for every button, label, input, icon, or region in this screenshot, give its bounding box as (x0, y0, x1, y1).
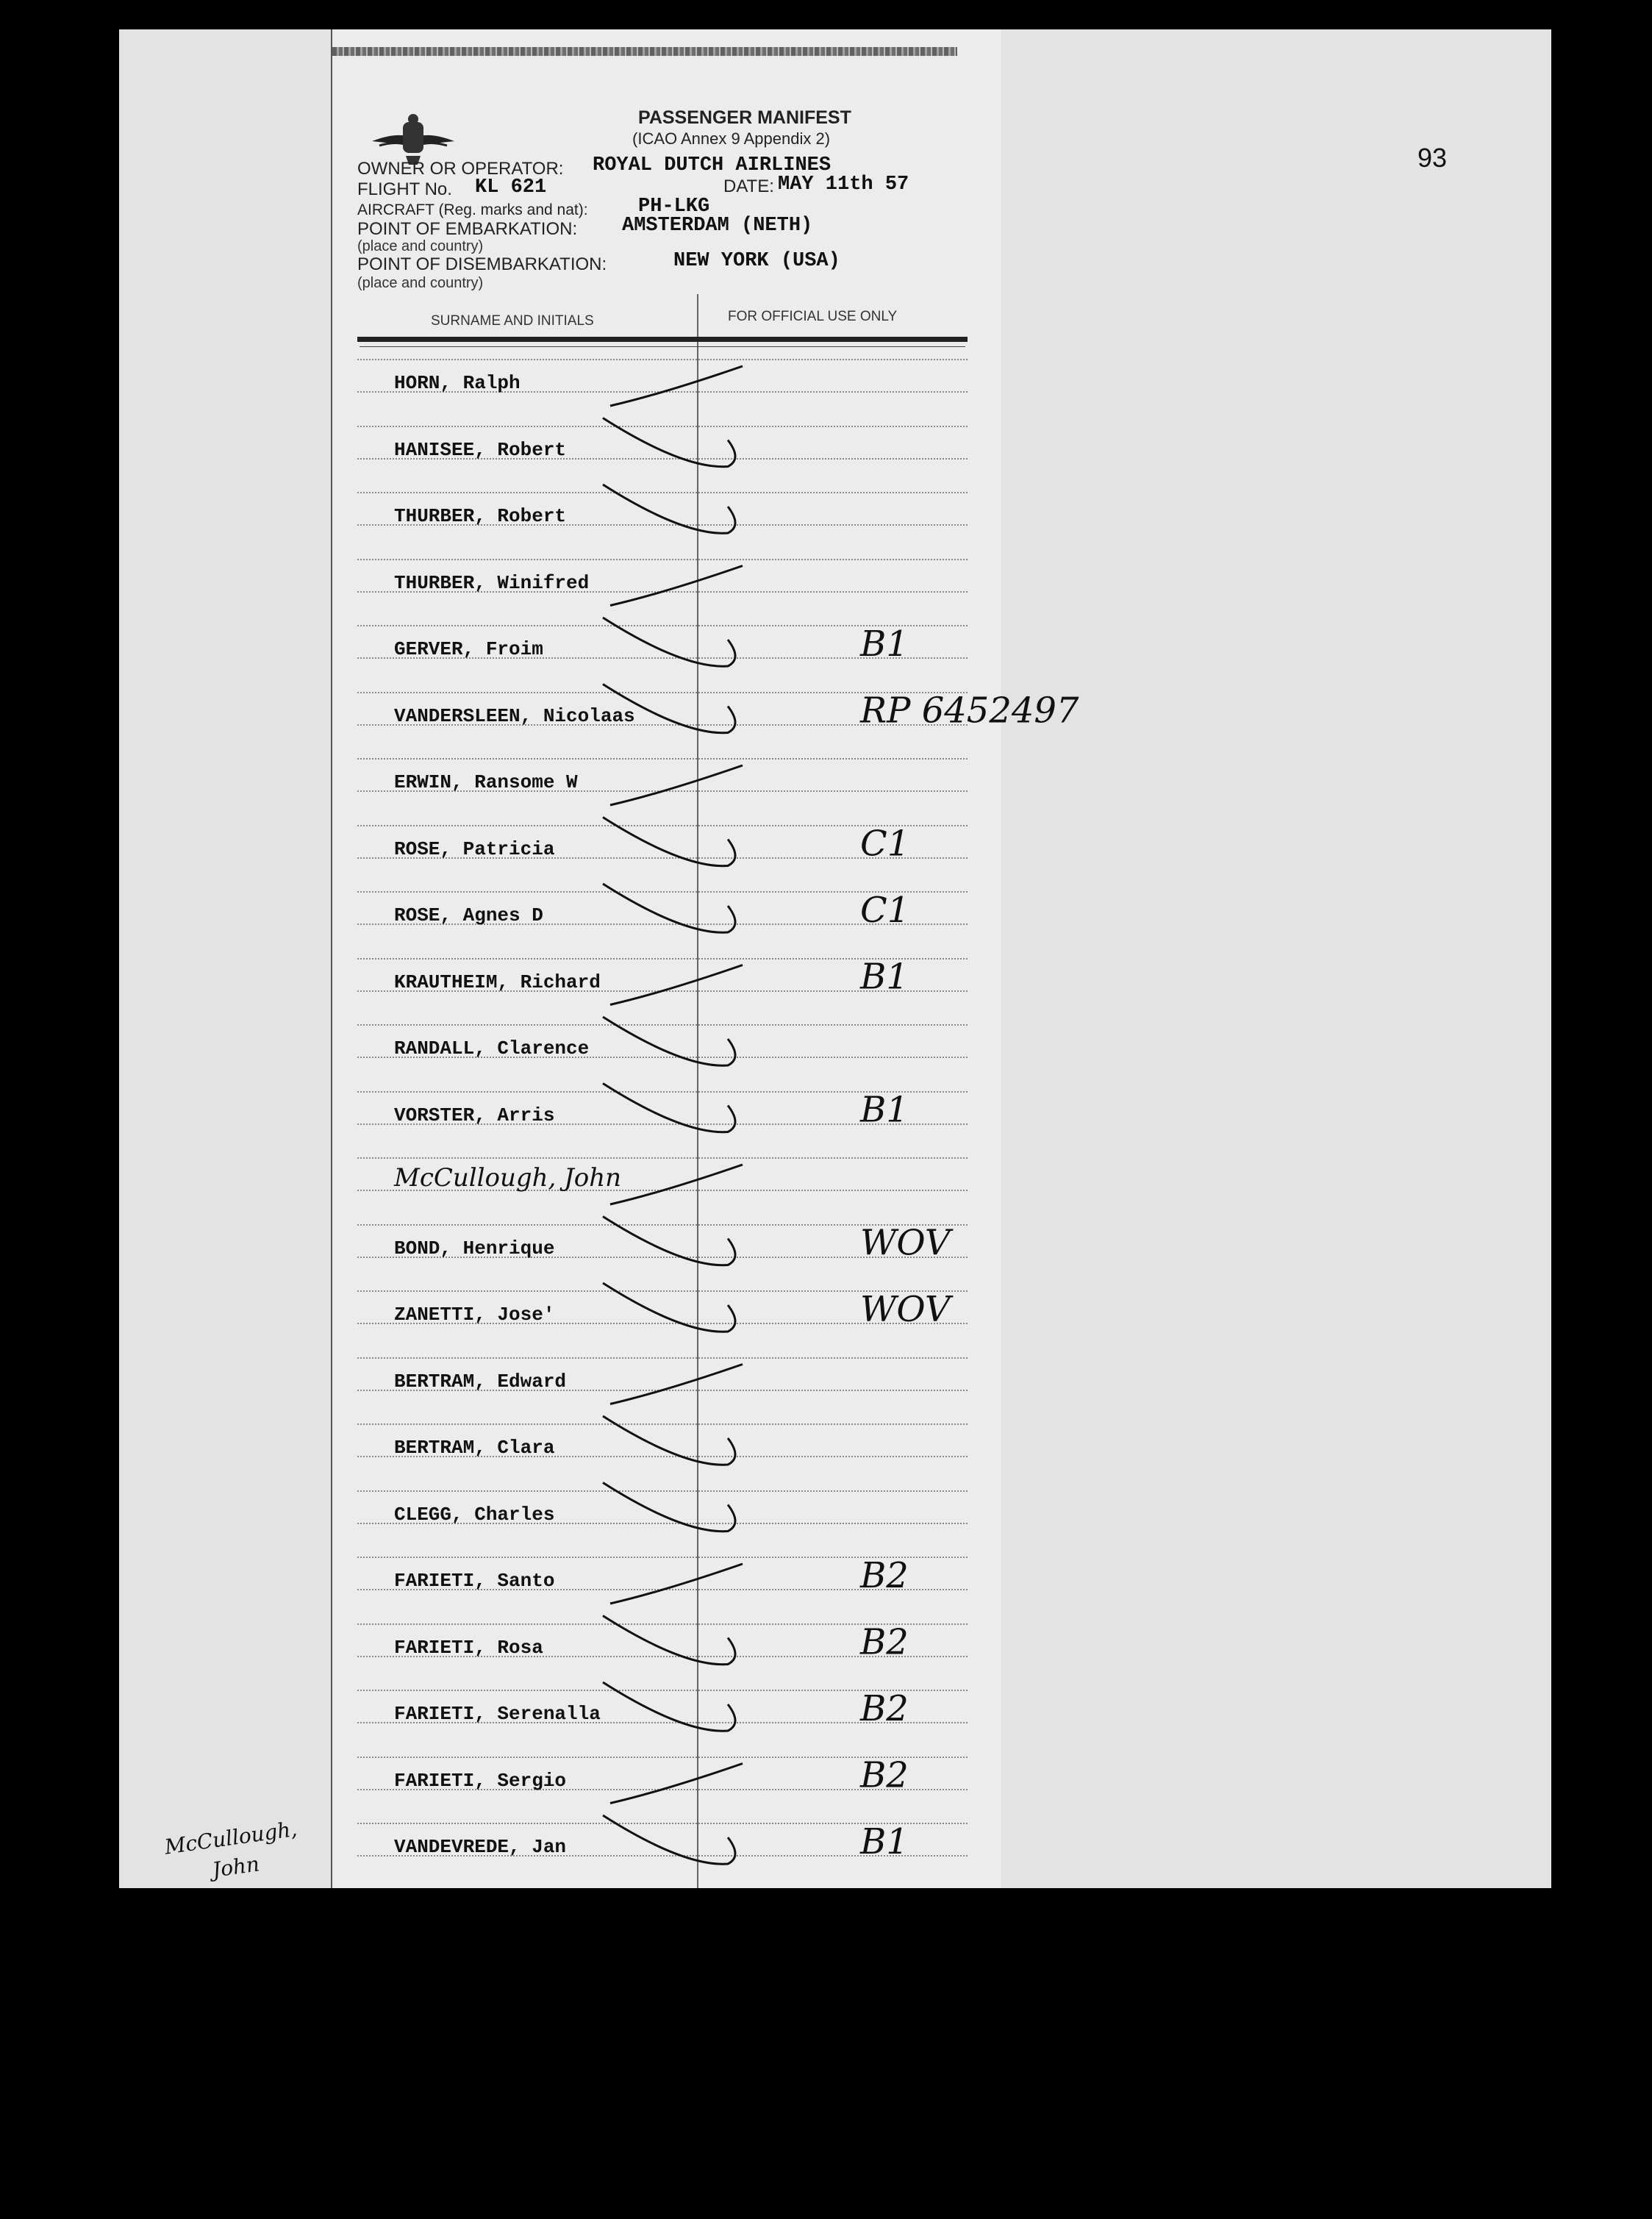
date-label: DATE: (723, 176, 774, 196)
passenger-name: BERTRAM, Clara (394, 1437, 555, 1459)
flight-value: KL 621 (475, 176, 547, 199)
official-note: B2 (860, 1555, 909, 1596)
official-note: C1 (860, 890, 910, 931)
disembarkation-label: POINT OF DISEMBARKATION: (357, 254, 607, 274)
embarkation-hint: (place and country) (357, 238, 484, 254)
passenger-name: BOND, Henrique (394, 1237, 555, 1259)
owner-value: ROYAL DUTCH AIRLINES (593, 154, 832, 176)
official-note: B2 (860, 1688, 909, 1729)
check-mark (610, 566, 743, 606)
official-note: B1 (860, 1089, 909, 1131)
passenger-name: HORN, Ralph (394, 372, 521, 394)
check-mark (610, 965, 743, 1005)
passenger-name: FARIETI, Sergio (394, 1769, 567, 1792)
aircraft-label: AIRCRAFT (Reg. marks and nat): (357, 201, 588, 218)
passenger-name: CLEGG, Charles (394, 1503, 555, 1526)
check-mark (610, 1764, 743, 1804)
official-note: WOV (860, 1289, 951, 1330)
margin-note-line: John (210, 1851, 261, 1882)
passenger-name: VORSTER, Arris (394, 1104, 555, 1126)
passenger-name: THURBER, Robert (394, 505, 567, 527)
embarkation-value: AMSTERDAM (NETH) (622, 215, 813, 237)
check-mark (603, 418, 735, 467)
passenger-name: RANDALL, Clarence (394, 1037, 590, 1060)
surname-column-header: SURNAME AND INITIALS (431, 313, 594, 329)
official-use-column-header: FOR OFFICIAL USE ONLY (728, 309, 898, 324)
check-mark (603, 1217, 735, 1265)
official-note: B1 (860, 1821, 909, 1862)
passenger-name: VANDERSLEEN, Nicolaas (394, 704, 635, 727)
check-mark (603, 884, 735, 932)
passenger-name: GERVER, Froim (394, 638, 543, 660)
check-mark (610, 1564, 743, 1604)
passenger-name: VANDEVREDE, Jan (394, 1836, 567, 1858)
date-value: MAY 11th 57 (778, 174, 909, 196)
official-note: WOV (860, 1222, 951, 1264)
check-mark (603, 1084, 735, 1132)
check-mark (603, 1616, 735, 1665)
manifest-title: PASSENGER MANIFEST (638, 107, 851, 128)
check-mark (603, 618, 735, 666)
disembarkation-value: NEW YORK (USA) (673, 250, 840, 272)
check-mark (603, 485, 735, 533)
passenger-name: THURBER, Winifred (394, 571, 590, 594)
passenger-name: FARIETI, Santo (394, 1570, 555, 1592)
flight-label: FLIGHT No. (357, 179, 452, 199)
check-mark (603, 1815, 735, 1864)
embarkation-label: POINT OF EMBARKATION: (357, 219, 578, 239)
passenger-name: ZANETTI, Jose' (394, 1304, 555, 1326)
check-mark (610, 1365, 743, 1404)
passenger-name: FARIETI, Rosa (394, 1636, 543, 1659)
check-mark (603, 1416, 735, 1465)
check-mark (603, 685, 735, 733)
check-mark (610, 765, 743, 805)
check-mark (603, 1682, 735, 1731)
official-note: C1 (860, 823, 910, 865)
owner-label: OWNER OR OPERATOR: (357, 159, 564, 179)
check-mark (603, 1283, 735, 1332)
passenger-name: KRAUTHEIM, Richard (394, 971, 601, 993)
passenger-name: McCullough, John (394, 1163, 622, 1193)
page-number: 93 (1417, 143, 1448, 173)
passenger-name: ROSE, Patricia (394, 837, 555, 860)
check-mark (603, 1483, 735, 1532)
official-note: B1 (860, 623, 909, 665)
passenger-name: FARIETI, Serenalla (394, 1703, 601, 1725)
check-mark (610, 366, 743, 406)
passenger-name: ROSE, Agnes D (394, 904, 543, 926)
passenger-name: ERWIN, Ransome W (394, 771, 578, 793)
official-note: B1 (860, 956, 909, 998)
passenger-name: BERTRAM, Edward (394, 1370, 567, 1393)
official-note: RP 6452497 (860, 690, 1079, 732)
margin-note-line: McCullough, (162, 1816, 299, 1859)
official-note: B2 (860, 1621, 909, 1663)
check-mark (603, 818, 735, 866)
passenger-name: HANISEE, Robert (394, 438, 567, 461)
aircraft-value: PH-LKG (638, 196, 710, 218)
official-note: B2 (860, 1754, 909, 1796)
disembarkation-hint: (place and country) (357, 275, 484, 291)
check-mark (603, 1017, 735, 1065)
manifest-subtitle: (ICAO Annex 9 Appendix 2) (632, 129, 831, 148)
check-mark (610, 1165, 743, 1204)
